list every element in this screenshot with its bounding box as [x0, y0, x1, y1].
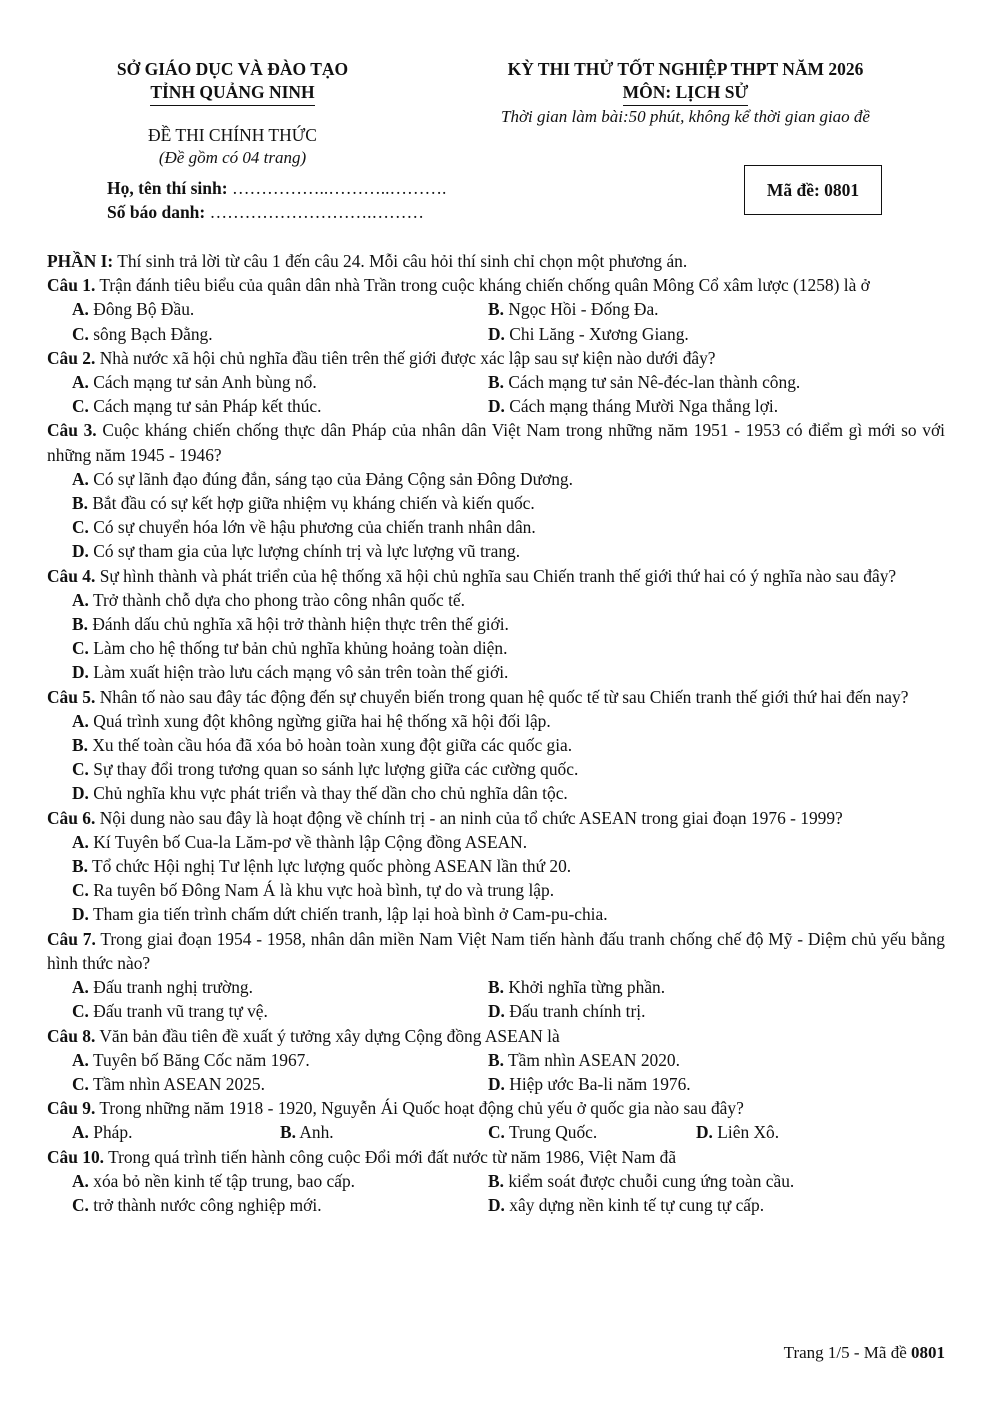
answer-options — [47, 467, 945, 564]
answer-option-b — [47, 612, 945, 636]
option-letter: A. — [72, 710, 89, 731]
answer-option-a — [72, 1120, 280, 1144]
part-instruction — [47, 249, 945, 273]
answer-option-b — [47, 491, 945, 515]
answer-option-a — [72, 1169, 488, 1193]
option-text: Sự thay đổi trong tương quan so sánh lực lượng giữa các cường quốc. — [93, 759, 579, 780]
answer-option-c — [488, 1120, 696, 1144]
option-text: Xu thế toàn cầu hóa đã xóa bỏ hoàn toàn xung đột giữa các quốc gia. — [92, 735, 573, 756]
question-3 — [47, 418, 945, 563]
question-4 — [47, 564, 945, 685]
option-letter: D. — [488, 1001, 505, 1022]
candidate-id-row — [107, 200, 446, 224]
option-letter: A. — [72, 372, 89, 393]
option-text: Bắt đầu có sự kết hợp giữa nhiệm vụ kháng chiến và kiến quốc. — [92, 493, 535, 514]
answer-option-a — [47, 709, 945, 733]
question-stem — [47, 806, 945, 830]
question-1 — [47, 273, 945, 346]
answer-option-a — [72, 1048, 488, 1072]
question-label: Câu 2. — [47, 347, 96, 368]
question-text: Cuộc kháng chiến chống thực dân Pháp của nhân dân Việt Nam trong những năm 1951 - 1953 có điểm gì mới so với những năm 1945 - 1946? — [47, 420, 945, 465]
question-stem — [47, 685, 945, 709]
option-letter: C. — [72, 759, 89, 780]
answer-option-d — [47, 781, 945, 805]
question-stem — [47, 1024, 945, 1048]
option-letter: D. — [72, 783, 89, 804]
question-label: Câu 3. — [47, 420, 97, 441]
option-text: Chủ nghĩa khu vực phát triển và thay thế dần cho chủ nghĩa dân tộc. — [93, 783, 568, 804]
option-letter: D. — [488, 323, 505, 344]
page-count-note: (Đề gồm có 04 trang) — [158, 148, 307, 167]
answer-option-d — [488, 322, 904, 346]
option-text: Tầm nhìn ASEAN 2025. — [92, 1073, 265, 1094]
option-text: Trung Quốc. — [508, 1122, 598, 1143]
option-letter: C. — [72, 638, 89, 659]
answer-option-d — [47, 660, 945, 684]
option-letter: C. — [72, 1073, 89, 1094]
answer-option-c — [72, 999, 488, 1023]
option-letter: D. — [72, 541, 89, 562]
option-text: Làm xuất hiện trào lưu cách mạng vô sản trên toàn thế giới. — [93, 662, 509, 683]
official-label: ĐỀ THI CHÍNH THỨC — [148, 125, 317, 145]
option-text: Có sự tham gia của lực lượng chính trị và lực lượng vũ trang. — [93, 541, 521, 562]
candidate-name-blank: ……………..………..………. — [231, 178, 447, 198]
option-text: Cách mạng tháng Mười Nga thắng lợi. — [509, 396, 779, 417]
option-text: Đánh dấu chủ nghĩa xã hội trở thành hiện thực trên thế giới. — [92, 614, 509, 635]
question-label: Câu 1. — [47, 275, 96, 296]
option-text: Đông Bộ Đầu. — [93, 299, 195, 320]
option-text: Ra tuyên bố Đông Nam Á là khu vực hoà bình, tự do và trung lập. — [93, 880, 555, 901]
answer-option-d — [47, 902, 945, 926]
question-stem — [47, 1096, 945, 1120]
answer-option-c — [47, 636, 945, 660]
question-text: Sự hình thành và phát triển của hệ thống xã hội chủ nghĩa sau Chiến tranh thế giới thứ hai có ý nghĩa nào sau đây? — [99, 565, 897, 586]
option-text: Tầm nhìn ASEAN 2020. — [508, 1049, 680, 1070]
candidate-id-blank: ……………………….……… — [209, 202, 424, 222]
option-text: xây dựng nền kinh tế tự cung tự cấp. — [509, 1194, 765, 1215]
exam-title: KỲ THI THỬ TỐT NGHIỆP THPT NĂM 2026 — [507, 59, 864, 79]
answer-options — [47, 830, 945, 927]
question-label: Câu 4. — [47, 565, 96, 586]
option-text: Đấu tranh vũ trang tự vệ. — [93, 1001, 268, 1022]
answer-option-a — [72, 975, 488, 999]
option-letter: A. — [72, 831, 89, 852]
question-text: Văn bản đầu tiên đề xuất ý tưởng xây dựng Cộng đồng ASEAN là — [99, 1025, 560, 1046]
option-text: Đấu tranh nghị trường. — [93, 977, 253, 998]
answer-option-b — [47, 733, 945, 757]
option-text: Tổ chức Hội nghị Tư lệnh lực lượng quốc phòng ASEAN lần thứ 20. — [92, 856, 572, 877]
option-letter: A. — [72, 1049, 89, 1070]
question-text: Trong giai đoạn 1954 - 1958, nhân dân miền Nam Việt Nam tiến hành đấu tranh chống chế độ Mỹ - Diệm chủ yếu bằng hình thức nào? — [47, 928, 945, 973]
option-letter: B. — [488, 372, 504, 393]
option-letter: A. — [72, 299, 89, 320]
option-letter: B. — [72, 856, 88, 877]
option-letter: C. — [72, 396, 89, 417]
question-2 — [47, 346, 945, 419]
exam-code-box: Mã đề: 0801 — [744, 165, 882, 215]
answer-option-d — [488, 394, 904, 418]
question-label: Câu 10. — [47, 1146, 105, 1167]
option-text: Làm cho hệ thống tư bản chủ nghĩa khủng hoảng toàn diện. — [93, 638, 508, 659]
question-stem — [47, 927, 945, 975]
answer-options — [47, 1169, 945, 1217]
option-letter: B. — [488, 1170, 504, 1191]
question-list — [47, 273, 945, 1217]
option-letter: B. — [488, 1049, 504, 1070]
question-stem — [47, 1145, 945, 1169]
option-text: Cách mạng tư sản Nê-đéc-lan thành công. — [508, 372, 801, 393]
option-letter: D. — [488, 1073, 505, 1094]
question-text: Trận đánh tiêu biểu của quân dân nhà Trần trong cuộc kháng chiến chống quân Mông Cổ xâm lược (1258) là ở — [99, 275, 870, 296]
question-label: Câu 6. — [47, 807, 96, 828]
question-label: Câu 9. — [47, 1098, 96, 1119]
answer-option-d — [488, 999, 904, 1023]
question-label: Câu 5. — [47, 686, 96, 707]
answer-option-c — [72, 394, 488, 418]
option-letter: C. — [72, 517, 89, 538]
option-text: Hiệp ước Ba-li năm 1976. — [509, 1073, 691, 1094]
answer-option-b — [488, 1169, 904, 1193]
exam-content — [47, 249, 945, 1217]
option-letter: C. — [72, 1001, 89, 1022]
answer-option-d — [488, 1193, 904, 1217]
option-text: Cách mạng tư sản Pháp kết thúc. — [93, 396, 322, 417]
footer-exam-code: 0801 — [911, 1343, 945, 1362]
option-text: Có sự chuyển hóa lớn về hậu phương của chiến tranh nhân dân. — [93, 517, 536, 538]
option-letter: A. — [72, 589, 89, 610]
question-stem — [47, 418, 945, 466]
question-text: Nhân tố nào sau đây tác động đến sự chuyển biến trong quan hệ quốc tế từ sau Chiến tranh thế giới thứ hai đến nay? — [99, 686, 909, 707]
candidate-name-row — [107, 176, 446, 200]
answer-options — [47, 709, 945, 806]
option-letter: C. — [72, 880, 89, 901]
answer-option-a — [47, 467, 945, 491]
option-letter: B. — [488, 977, 504, 998]
question-stem — [47, 564, 945, 588]
option-letter: C. — [72, 1194, 89, 1215]
answer-options — [47, 1048, 945, 1096]
answer-option-d — [696, 1120, 904, 1144]
answer-option-c — [47, 878, 945, 902]
option-text: Pháp. — [93, 1122, 133, 1143]
question-stem — [47, 273, 945, 297]
option-letter: D. — [696, 1122, 713, 1143]
answer-options — [47, 297, 945, 345]
option-text: Tham gia tiến trình chấm dứt chiến tranh, lập lại hoà bình ở Cam-pu-chia. — [92, 904, 608, 925]
option-text: Chi Lăng - Xương Giang. — [509, 323, 689, 344]
answer-option-c — [47, 515, 945, 539]
option-letter: B. — [488, 299, 504, 320]
option-text: Ngọc Hồi - Đống Đa. — [508, 299, 659, 320]
option-letter: A. — [72, 468, 89, 489]
option-letter: A. — [72, 1170, 89, 1191]
option-letter: A. — [72, 977, 89, 998]
answer-option-a — [72, 297, 488, 321]
option-text: Khởi nghĩa từng phần. — [508, 977, 666, 998]
answer-option-c — [47, 757, 945, 781]
question-text: Nội dung nào sau đây là hoạt động về chính trị - an ninh của tổ chức ASEAN trong giai đoạn 1976 - 1999? — [99, 807, 843, 828]
option-letter: D. — [72, 904, 89, 925]
exam-title-block — [458, 58, 913, 128]
option-text: Trở thành chỗ dựa cho phong trào công nhân quốc tế. — [92, 589, 465, 610]
question-stem — [47, 346, 945, 370]
option-letter: D. — [72, 662, 89, 683]
option-text: trở thành nước công nghiệp mới. — [93, 1194, 322, 1215]
issuer-line-2: TỈNH QUẢNG NINH — [150, 81, 314, 106]
option-letter: C. — [72, 323, 89, 344]
answer-option-c — [72, 322, 488, 346]
part-label: PHẦN I: — [47, 251, 114, 271]
answer-option-a — [47, 830, 945, 854]
answer-options — [47, 1120, 945, 1144]
option-text: Có sự lãnh đạo đúng đắn, sáng tạo của Đảng Cộng sản Đông Dương. — [93, 468, 573, 489]
option-text: Quá trình xung đột không ngừng giữa hai hệ thống xã hội đối lập. — [93, 710, 551, 731]
answer-option-a — [47, 588, 945, 612]
question-6 — [47, 806, 945, 927]
question-8 — [47, 1024, 945, 1097]
option-letter: C. — [488, 1122, 505, 1143]
answer-option-d — [47, 539, 945, 563]
option-letter: B. — [72, 614, 88, 635]
question-9 — [47, 1096, 945, 1144]
answer-option-b — [488, 370, 904, 394]
option-text: xóa bỏ nền kinh tế tập trung, bao cấp. — [93, 1170, 356, 1191]
question-text: Nhà nước xã hội chủ nghĩa đầu tiên trên thế giới được xác lập sau sự kiện nào dưới đây? — [99, 347, 716, 368]
option-text: Liên Xô. — [717, 1122, 780, 1143]
question-10 — [47, 1145, 945, 1218]
subject-title: MÔN: LỊCH SỬ — [623, 81, 749, 106]
option-text: kiểm soát được chuỗi cung ứng toàn cầu. — [508, 1170, 795, 1191]
footer-page-label: Trang 1/5 - Mã đề — [783, 1343, 907, 1362]
option-text: sông Bạch Đằng. — [93, 323, 213, 344]
option-letter: D. — [488, 1194, 505, 1215]
option-text: Tuyên bố Băng Cốc năm 1967. — [92, 1049, 310, 1070]
candidate-id-label: Số báo danh: — [107, 202, 206, 222]
option-letter: B. — [72, 735, 88, 756]
question-5 — [47, 685, 945, 806]
answer-option-a — [72, 370, 488, 394]
question-text: Trong quá trình tiến hành công cuộc Đổi mới đất nước từ năm 1986, Việt Nam đã — [108, 1146, 677, 1167]
time-note: Thời gian làm bài:50 phút, không kể thời gian giao đề — [501, 107, 870, 126]
option-text: Đấu tranh chính trị. — [509, 1001, 646, 1022]
answer-option-c — [72, 1193, 488, 1217]
question-label: Câu 7. — [47, 928, 96, 949]
answer-options — [47, 588, 945, 685]
answer-option-b — [280, 1120, 488, 1144]
answer-options — [47, 370, 945, 418]
option-letter: D. — [488, 396, 505, 417]
issuer-line-1: SỞ GIÁO DỤC VÀ ĐÀO TẠO — [116, 59, 349, 79]
question-7 — [47, 927, 945, 1024]
question-label: Câu 8. — [47, 1025, 96, 1046]
question-text: Trong những năm 1918 - 1920, Nguyễn Ái Quốc hoạt động chủ yếu ở quốc gia nào sau đây? — [99, 1098, 744, 1119]
answer-option-b — [488, 297, 904, 321]
option-text: Cách mạng tư sản Anh bùng nổ. — [93, 372, 317, 393]
option-letter: B. — [280, 1122, 296, 1143]
option-letter: A. — [72, 1122, 89, 1143]
answer-option-b — [47, 854, 945, 878]
page-footer — [784, 1342, 945, 1364]
answer-option-d — [488, 1072, 904, 1096]
issuer-block — [60, 58, 405, 169]
answer-options — [47, 975, 945, 1023]
answer-option-b — [488, 975, 904, 999]
answer-option-b — [488, 1048, 904, 1072]
answer-option-c — [72, 1072, 488, 1096]
candidate-info — [107, 176, 446, 224]
option-text: Anh. — [299, 1122, 334, 1143]
candidate-name-label: Họ, tên thí sinh: — [107, 178, 228, 198]
option-letter: B. — [72, 493, 88, 514]
part-instruction-text: Thí sinh trả lời từ câu 1 đến câu 24. Mỗi câu hỏi thí sinh chỉ chọn một phương án. — [117, 251, 688, 271]
option-text: Kí Tuyên bố Cua-la Lăm-pơ về thành lập Cộng đồng ASEAN. — [93, 831, 528, 852]
